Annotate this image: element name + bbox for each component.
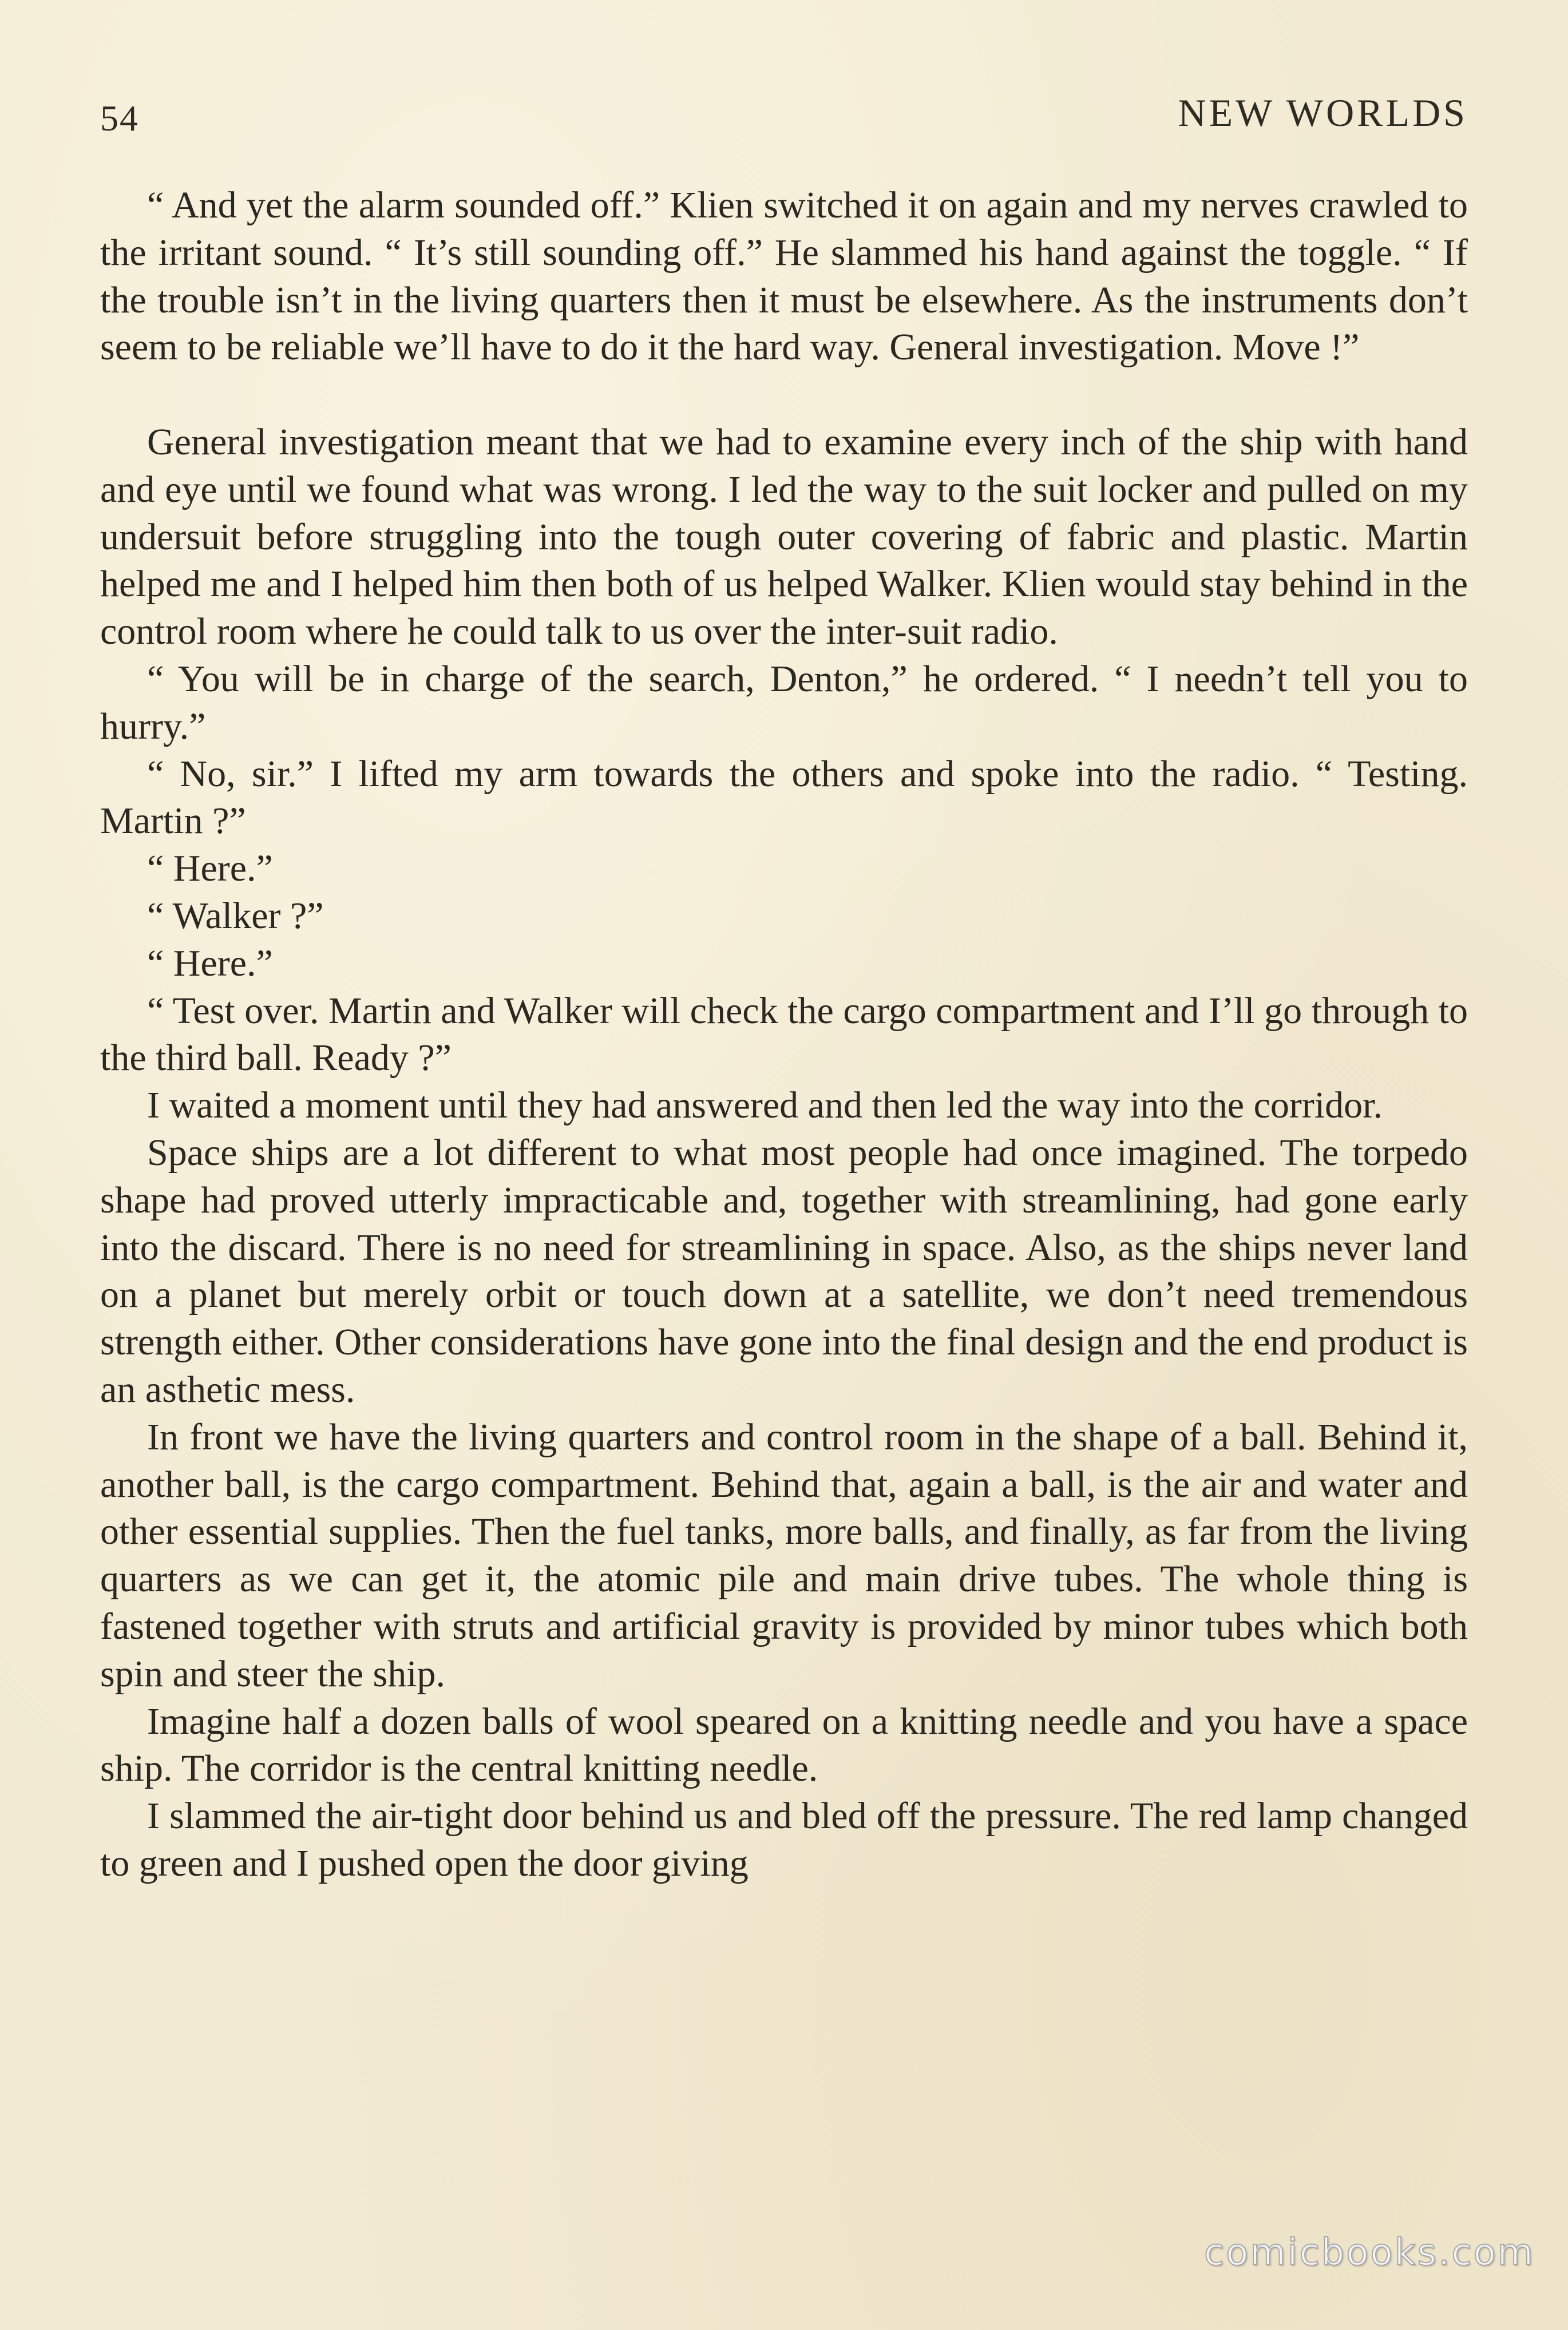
running-head: NEW WORLDS [1178,91,1468,134]
paragraph: General investigation meant that we had to examine every inch of the ship with hand and eye until we found what was wrong. I led the way to the suit locker and pulled on my undersuit before struggling into the tough outer covering of fabric and plastic. Martin helped me and I helped him then both of us helped Walker. Klien would stay behind in the control room where he could talk to us over the inter-suit radio. [100,421,1468,653]
paragraph: “ Test over. Martin and Walker will check the cargo compartment and I’ll go through to the third ball. Ready ?” [100,989,1468,1079]
paragraph: “ Here.” [147,942,273,984]
paragraph: I slammed the air-tight door behind us and bled off the pressure. The red lamp changed to green and I pushed open the door giving [100,1795,1468,1884]
paragraph: “ Here.” [147,847,273,890]
page-number: 54 [100,98,139,138]
paragraph: Imagine half a dozen balls of wool speared on a knitting needle and you have a space ship. The corridor is the central knitting needle. [100,1700,1468,1790]
paragraph: I waited a moment until they had answered and then led the way into the corridor. [147,1084,1383,1127]
page-header [100,86,1468,149]
paragraph: In front we have the living quarters and control room in the shape of a ball. Behind it, another ball, is the cargo compartment. Behind that, again a ball, is the air and water and other essential supplies. Then the fuel tanks, more balls, and finally, as far from the living quarters as we can get it, the atomic pile and main drive tubes. The whole thing is fastened together with struts and artificial gravity is provided by minor tubes which both spin and steer the ship. [100,1416,1468,1695]
paragraph: “ And yet the alarm sounded off.” Klien switched it on again and my nerves crawled to the irritant sound. “ It’s still sounding off.” He slammed his hand against the toggle. “ If the trouble isn’t in the living quarters then it must be elsewhere. As the instruments don’t seem to be reliable we’ll have to do it the hard way. General investigation. Move !” [100,184,1468,368]
paragraph: “ You will be in charge of the search, Denton,” he ordered. “ I needn’t tell you to hurry.” [100,657,1468,747]
paragraph: Space ships are a lot different to what most people had once imagined. The torpedo shape had proved utterly impracticable and, together with streamlining, had gone early into the discard. There is no need for streamlining in space. Also, as the ships never land on a planet but merely orbit or touch down at a satellite, we don’t need tremendous strength either. Other considerations have gone into the final design and the end product is an asthetic mess. [100,1131,1468,1410]
paragraph: “ No, sir.” I lifted my arm towards the others and spoke into the radio. “ Testing. Martin ?” [100,752,1468,842]
body-text [100,182,1468,1888]
watermark-logo: comicbooks.com [1203,2232,1535,2274]
paragraph: “ Walker ?” [147,894,324,937]
